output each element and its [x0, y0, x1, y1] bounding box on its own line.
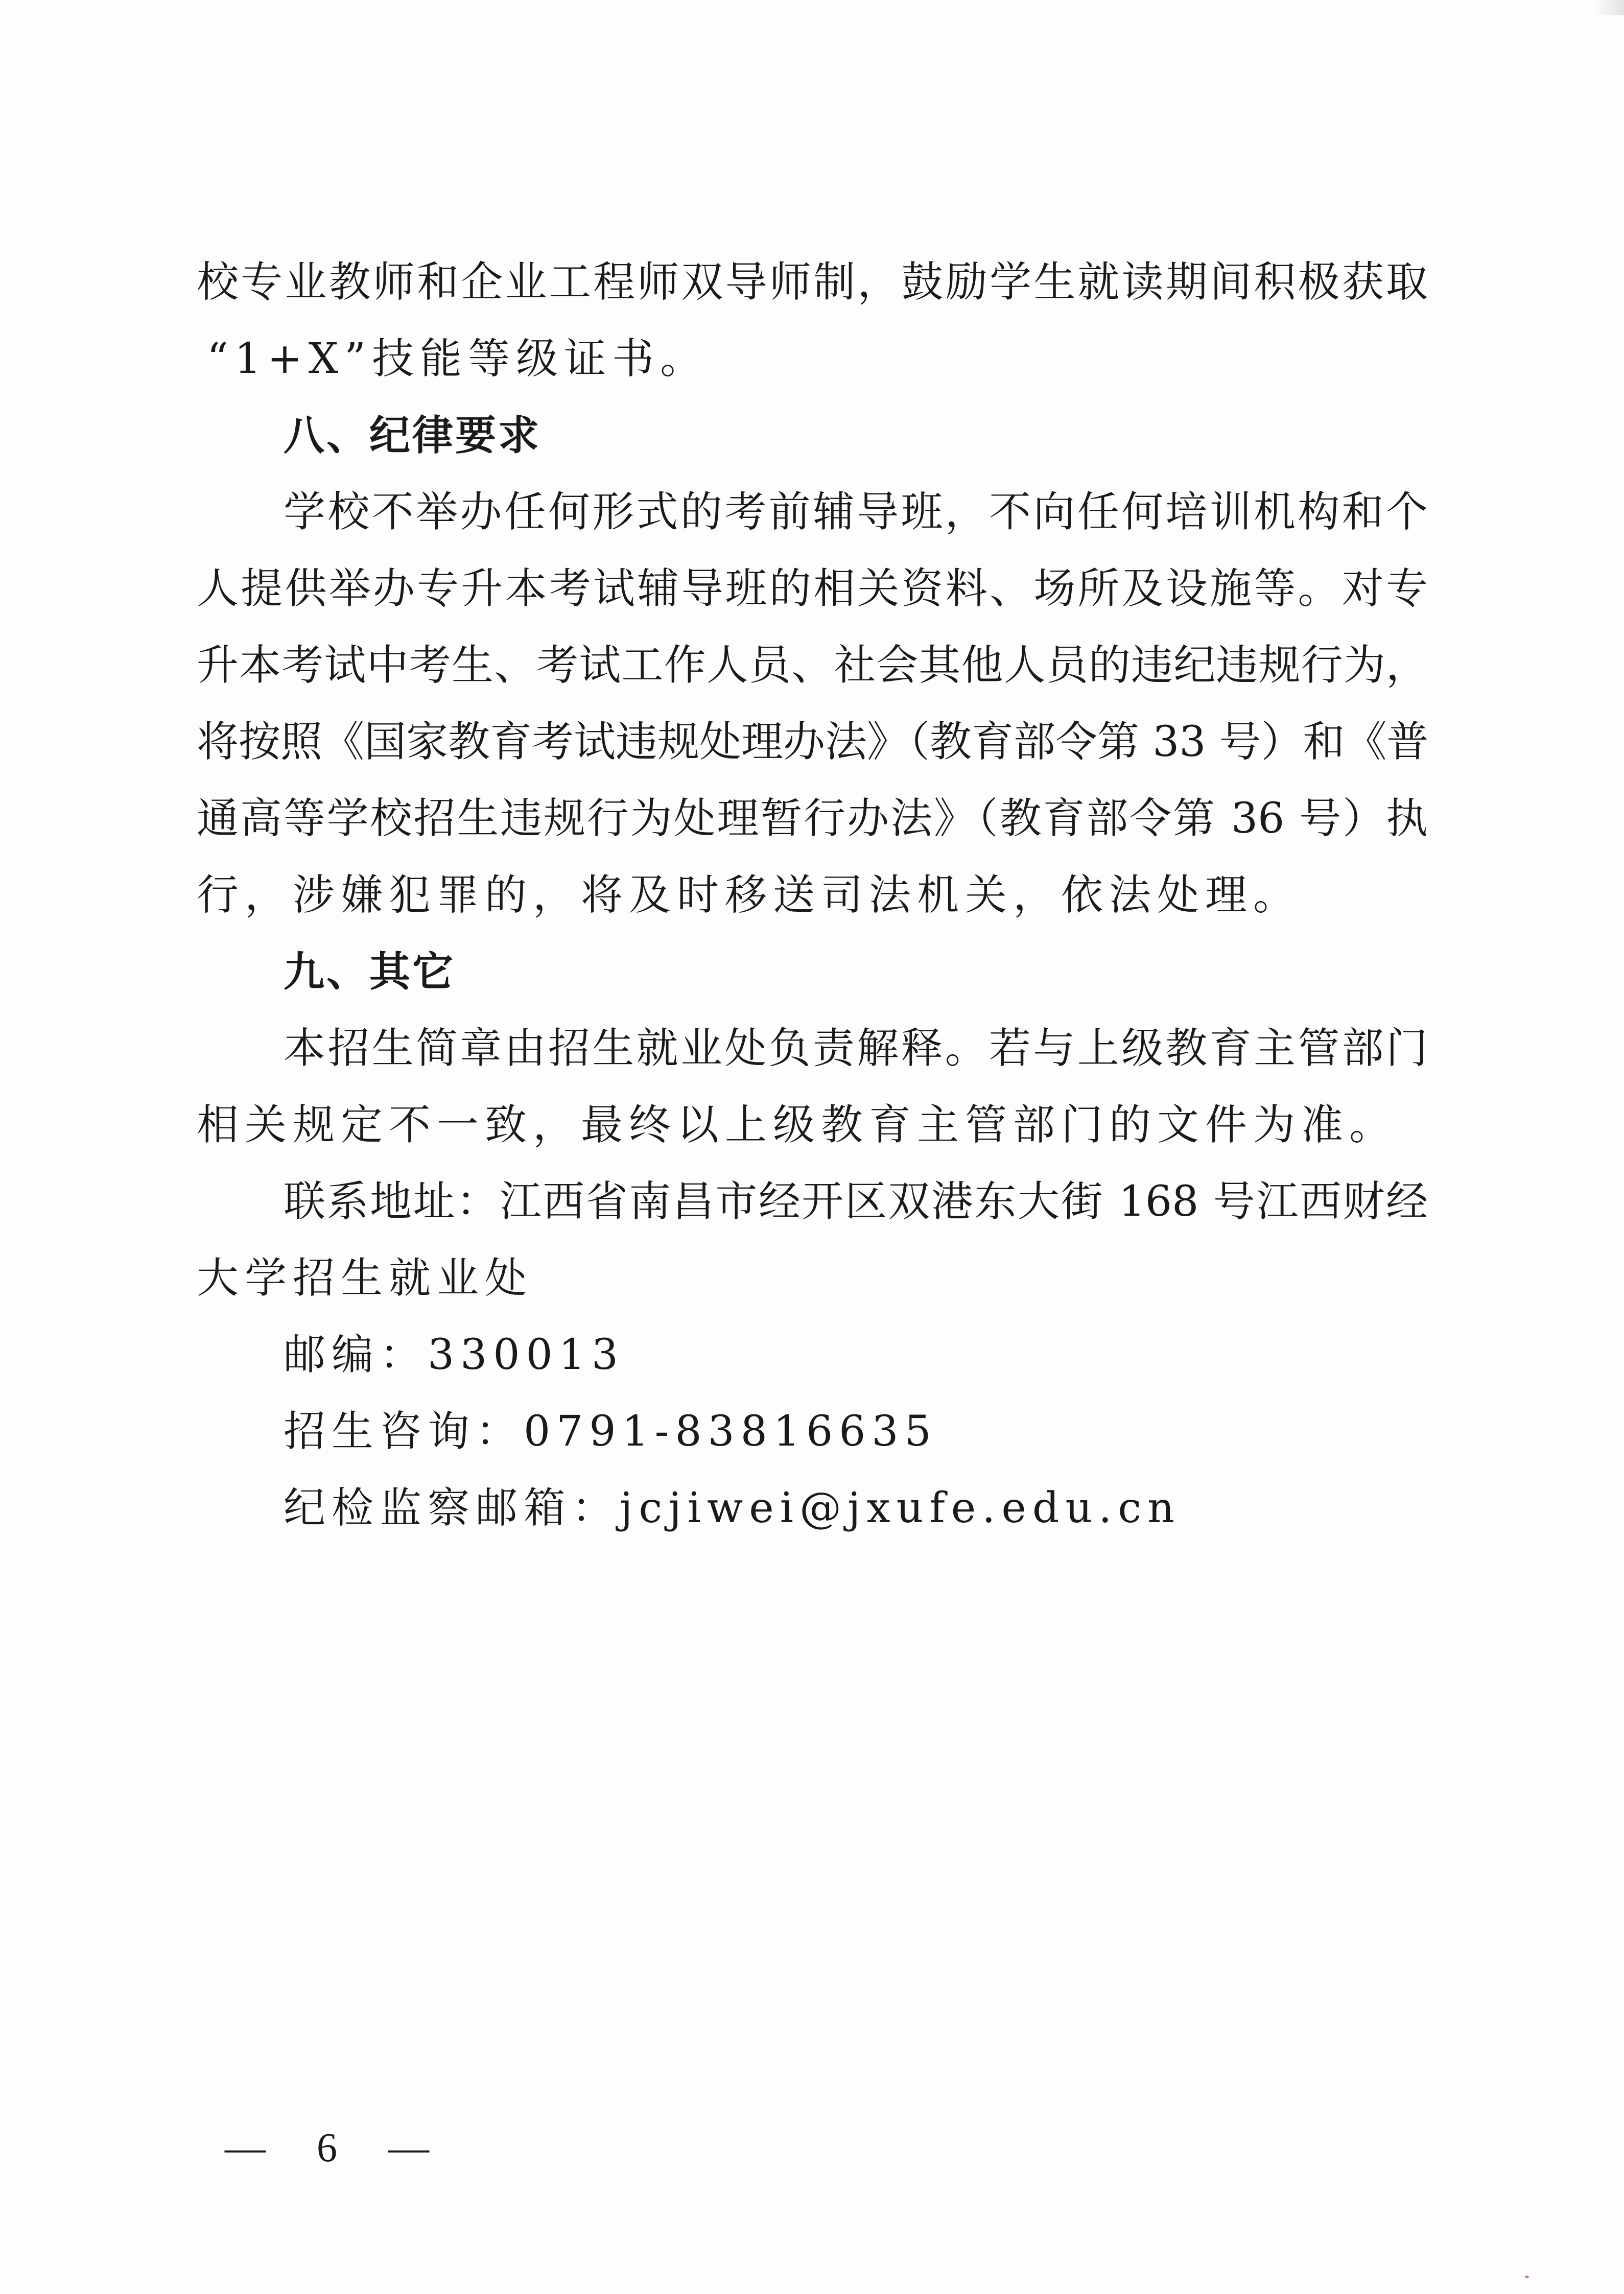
paragraph-line: 通高等学校招生违规行为处理暂行办法》（教育部令第 36 号）执	[197, 794, 1428, 843]
page-number: — 6 —	[225, 2125, 450, 2170]
paragraph-line: 升本考试中考生、考试工作人员、社会其他人员的违纪违规行为，	[197, 641, 1428, 690]
paragraph-line: 行，涉嫌犯罪的，将及时移送司法机关，依法处理。	[197, 871, 1302, 919]
section-heading-discipline: 八、纪律要求	[284, 412, 541, 459]
paragraph-line: 校专业教师和企业工程师双导师制，鼓励学生就读期间积极获取	[197, 258, 1428, 306]
paragraph-line: 人提供举办专升本考试辅导班的相关资料、场所及设施等。对专	[197, 564, 1428, 613]
paragraph-line: 相关规定不一致，最终以上级教育主管部门的文件为准。	[197, 1101, 1398, 1149]
paragraph-line: 学校不举办任何形式的考前辅导班，不向任何培训机构和个	[284, 488, 1428, 536]
contact-address-cont: 大学招生就业处	[197, 1254, 533, 1303]
document-page	[197, 244, 1428, 1547]
scan-speck	[1525, 2276, 1529, 2278]
paragraph-line: 本招生简章由招生就业处负责解释。若与上级教育主管部门	[284, 1024, 1428, 1073]
paragraph-line: “1+X”技能等级证书。	[207, 335, 709, 383]
scan-edge-artifact	[1593, 0, 1624, 15]
contact-email: 纪检监察邮箱：jcjiwei@jxufe.edu.cn	[284, 1484, 1181, 1532]
section-heading-other: 九、其它	[284, 948, 455, 996]
paragraph-line: 将按照《国家教育考试违规处理办法》（教育部令第 33 号）和《普	[197, 718, 1429, 766]
contact-postcode: 邮编：330013	[284, 1331, 625, 1379]
contact-address: 联系地址：江西省南昌市经开区双港东大街 168 号江西财经	[284, 1177, 1428, 1226]
contact-phone: 招生咨询：0791-83816635	[284, 1407, 937, 1456]
